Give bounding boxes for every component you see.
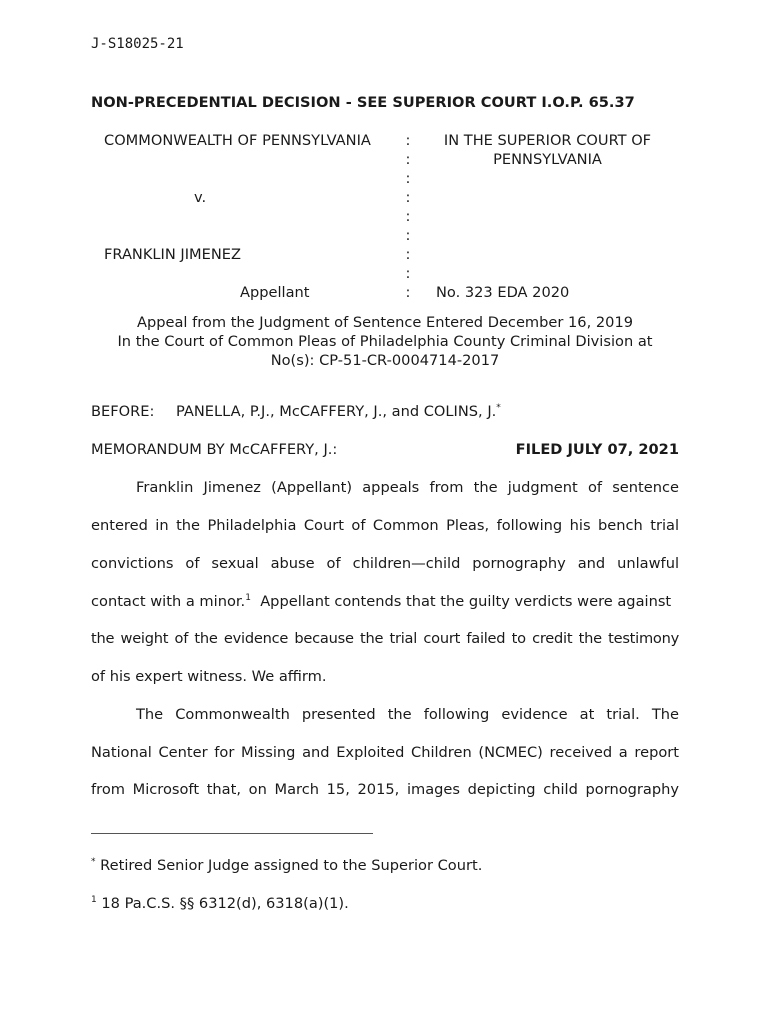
caption-court-line2: PENNSYLVANIA bbox=[493, 151, 602, 168]
body-line: entered in the Philadelphia Court of Common Pleas, following his bench trial bbox=[91, 517, 679, 534]
docket-id: J-S18025-21 bbox=[91, 36, 184, 52]
body-line: The Commonwealth presented the following evidence at trial. The bbox=[136, 706, 679, 723]
appeal-line-3: No(s): CP-51-CR-0004714-2017 bbox=[270, 352, 500, 369]
decision-notice: NON-PRECEDENTIAL DECISION - SEE SUPERIOR COURT I.O.P. 65.37 bbox=[91, 94, 635, 111]
appeal-line-1: Appeal from the Judgment of Sentence Entered December 16, 2019 bbox=[136, 314, 634, 331]
filed-date: FILED JULY 07, 2021 bbox=[515, 441, 679, 458]
before-label: BEFORE: bbox=[91, 403, 155, 420]
caption-colon: : bbox=[405, 208, 411, 225]
appeal-line-2: In the Court of Common Pleas of Philadelphia County Criminal Division at bbox=[117, 333, 653, 350]
footnote-star-ref: * bbox=[496, 403, 501, 414]
body-line: contact with a minor.$^1$ Appellant contends that the guilty verdicts were against bbox=[91, 593, 672, 610]
caption-colon: : bbox=[405, 170, 411, 187]
caption-colon: : bbox=[405, 132, 411, 149]
footnote-1-ref: 1 bbox=[245, 593, 251, 604]
caption-colon: : bbox=[405, 246, 411, 263]
caption-versus: v. bbox=[194, 189, 207, 206]
body-line: Franklin Jimenez (Appellant) appeals from the judgment of sentence bbox=[136, 479, 679, 496]
footnote-1: $^1$ 18 Pa.C.S. §§ 6312(d), 6318(a)(1). bbox=[91, 895, 349, 912]
caption-case-number: No. 323 EDA 2020 bbox=[436, 284, 570, 301]
body-line: convictions of sexual abuse of children—child pornography and unlawful bbox=[91, 555, 679, 572]
footnote-divider bbox=[91, 833, 373, 834]
footnote-star: * Retired Senior Judge assigned to the Superior Court. bbox=[91, 857, 483, 874]
caption-court-line1: IN THE SUPERIOR COURT OF bbox=[443, 132, 652, 149]
caption-role: Appellant bbox=[240, 284, 310, 301]
caption-defendant: FRANKLIN JIMENEZ bbox=[104, 246, 241, 263]
body-line: from Microsoft that, on March 15, 2015, images depicting child pornography bbox=[91, 781, 679, 798]
body-line: National Center for Missing and Exploited Children (NCMEC) received a report bbox=[91, 744, 679, 761]
body-line: of his expert witness. We affirm. bbox=[91, 668, 327, 685]
caption-plaintiff: COMMONWEALTH OF PENNSYLVANIA bbox=[104, 132, 371, 149]
body-line: the weight of the evidence because the trial court failed to credit the testimony bbox=[91, 630, 679, 647]
caption-colon: : bbox=[405, 151, 411, 168]
caption-colon: : bbox=[405, 284, 411, 301]
caption-colon: : bbox=[405, 189, 411, 206]
caption-colon: : bbox=[405, 265, 411, 282]
before-judges: PANELLA, P.J., McCAFFERY, J., and COLINS, J.* bbox=[176, 403, 501, 420]
memorandum-author: MEMORANDUM BY McCAFFERY, J.: bbox=[91, 441, 338, 458]
caption-colon: : bbox=[405, 227, 411, 244]
